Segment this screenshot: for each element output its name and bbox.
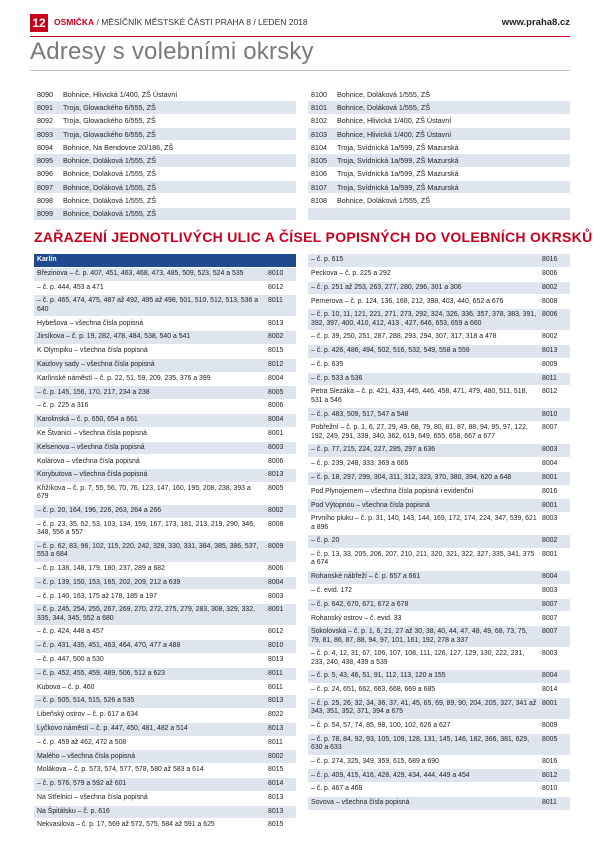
polling-station-row: [34, 207, 296, 220]
street-description: – č. p. 245, 254, 255, 267, 269, 270, 272, 275, 279, 283, 308, 329, 332, 335, 344, 345, 552 a 680: [37, 606, 256, 622]
polling-stations-table-right: [308, 88, 570, 221]
polling-station-address: Bohnice, Doláková 1/555, ZŠ: [334, 101, 570, 114]
district-code: 8007: [542, 600, 558, 608]
street-description: Sokolovská – č. p. 1, 6, 21, 27 až 30, 38, 40, 44, 47, 48, 49, 68, 73, 75, 79, 81, 86, 87, 88, 94, 97, 101, 161, 192, 278 a 337: [311, 628, 528, 644]
street-row: [34, 268, 296, 282]
street-description: – č. p. 139, 150, 153, 165, 202, 209, 212 a 639: [37, 578, 181, 586]
district-number: 8107: [308, 181, 334, 194]
district-code: 8013: [268, 793, 284, 801]
street-row: [34, 709, 296, 723]
street-row: [34, 626, 296, 640]
polling-station-address: Troja, Glowackého 6/555, ZŠ: [60, 114, 296, 127]
street-description: – č. p. 426, 486, 494, 502, 516, 532, 549, 558 a 559: [311, 347, 470, 355]
street-description: Libeňský ostrov – č. p. 617 a 634: [37, 711, 139, 719]
polling-station-address: Bohnice, Na Bendovce 20/186, ZŠ: [60, 141, 296, 154]
district-code: 8014: [268, 780, 284, 788]
district-code: 8007: [542, 424, 558, 432]
street-row: [34, 681, 296, 695]
street-description: Karolinská – č. p. 650, 654 a 661: [37, 416, 138, 424]
street-description: – č. p. 576, 579 a 592 až 601: [37, 780, 127, 788]
street-row: [308, 769, 570, 783]
polling-station-row: [308, 181, 570, 194]
street-row: [308, 422, 570, 444]
street-row: [34, 428, 296, 442]
street-row: [308, 756, 570, 770]
polling-station-address: Bohnice, Doláková 1/555, ZŠ: [334, 194, 570, 207]
district-code: 8011: [268, 683, 283, 691]
street-description: – č. p. 459 až 462, 472 a 508: [37, 738, 127, 746]
street-row: [34, 345, 296, 359]
street-description: – č. p. 39, 250, 251, 287, 288, 293, 294, 307, 317, 318 a 478: [311, 333, 497, 341]
street-description: – č. p. 23, 35, 52, 53, 103, 134, 159, 167, 173, 181, 213, 219, 290, 346, 348, 556 a 557: [37, 520, 255, 537]
street-description: – č. p. 10, 11, 121, 221, 271, 273, 292, 324, 326, 336, 357, 378, 383, 391, 392, 397, 400, 410, 412, 413 , 427, 646, 653, 659 a 660: [311, 311, 537, 327]
page-number: 12: [30, 14, 48, 32]
district-number: [308, 207, 334, 220]
polling-station-row: [308, 101, 570, 114]
section-title: ZAŘAZENÍ JEDNOTLIVÝCH ULIC A ČÍSEL POPISNÝCH DO VOLEBNÍCH OKRSKŮ: [34, 229, 593, 245]
street-description: – č. p. 444, 453 a 471: [37, 283, 104, 291]
header-masthead: [54, 17, 308, 27]
street-description: – č. p. 274, 325, 349, 359, 615, 689 a 690: [311, 757, 439, 765]
district-code: 8013: [268, 697, 284, 705]
district-code: 8002: [542, 283, 558, 291]
polling-station-row: [308, 88, 570, 101]
street-row: [34, 295, 296, 317]
district-code: 8009: [542, 721, 558, 729]
street-row: [308, 684, 570, 698]
district-code: 8010: [542, 410, 558, 418]
district-code: 8010: [542, 785, 558, 793]
polling-station-address: Bohnice, Doláková 1/555, ZŠ: [334, 88, 570, 101]
street-row: [34, 505, 296, 519]
website-url: www.praha8.cz: [501, 17, 570, 28]
street-description: – č. p. 642, 670, 671, 672 a 678: [311, 600, 409, 608]
street-row: [308, 295, 570, 309]
district-code: 8013: [268, 724, 284, 732]
street-description: Kolárova – všechna čísla popisná: [37, 457, 140, 465]
street-description: Březinova – č. p. 407, 451, 463, 468, 473, 485, 509, 523, 524 a 535: [37, 269, 244, 277]
polling-station-row: [34, 181, 296, 194]
district-code: 8012: [542, 388, 558, 396]
header-subtitle: / MĚSÍČNÍK MĚSTSKÉ ČÁSTI PRAHA 8 / LEDEN 2018: [94, 17, 308, 27]
district-code: 8007: [542, 614, 558, 622]
street-row: [308, 720, 570, 734]
district-code: 8011: [268, 738, 283, 746]
district-code: 8005: [268, 388, 284, 396]
polling-station-address: Troja, Svídnická 1a/599, ZŠ Mazurská: [334, 141, 570, 154]
district-code: 8015: [268, 821, 284, 829]
district-code: 8004: [542, 460, 558, 468]
district-code: 8013: [268, 807, 284, 815]
page-header: [0, 14, 600, 32]
street-row: [34, 373, 296, 387]
street-description: – č. p. 78, 84, 92, 93, 105, 109, 128, 131, 145, 146, 182, 366, 381, 629, 630 a 633: [311, 735, 529, 751]
polling-station-address: Bohnice, Doláková 1/555, ZŠ: [60, 154, 296, 167]
street-row: [34, 455, 296, 469]
district-code: 8009: [268, 542, 284, 550]
street-description: – č. evid. 172: [311, 586, 352, 594]
district-code: 8022: [268, 711, 284, 719]
street-description: – č. p. 140, 163, 175 až 178, 185 a 197: [37, 592, 157, 600]
district-code: 8006: [268, 457, 284, 465]
district-number: 8093: [34, 127, 60, 140]
district-number: 8091: [34, 101, 60, 114]
street-description: Karlínské náměstí – č. p. 22, 51, 59, 209, 235, 376 a 399: [37, 374, 211, 382]
district-code: 8011: [542, 374, 557, 382]
district-code: 8011: [542, 799, 557, 807]
polling-station-address: Bohnice, Hlivická 1/400, ZŠ Ústavní: [334, 127, 570, 140]
district-code: 8005: [268, 484, 284, 492]
street-description: Pobřežní – č. p. 1, 6, 27, 29, 49, 68, 79, 80, 81, 87, 88, 94, 95, 97, 122, 192, 249, 291, 339, 340, 362, 619, 649, 655, 658, 667 a 677: [311, 424, 528, 440]
street-description: Na Špitálsku – č. p. 616: [37, 807, 110, 815]
district-header: [34, 254, 296, 268]
street-description: Korybutova – všechna čísla popisná: [37, 471, 148, 479]
polling-station-address: Troja, Glowackého 6/555, ZŠ: [60, 127, 296, 140]
street-description: Kubova – č. p. 460: [37, 683, 95, 691]
district-code: 8005: [542, 735, 558, 743]
district-code: 8002: [268, 333, 284, 341]
street-description: – č. p. 505, 514, 515, 526 a 535: [37, 697, 135, 705]
district-code: 8009: [542, 360, 558, 368]
street-description: – č. p. 20, 164, 196, 226, 263, 264 a 266: [37, 507, 162, 515]
district-code: 8003: [542, 446, 558, 454]
district-code: 8007: [542, 628, 558, 636]
polling-station-address: Troja, Svídnická 1a/599, ZŠ Mazurská: [334, 167, 570, 180]
polling-station-row: [308, 207, 570, 220]
district-code: 8010: [268, 642, 284, 650]
district-code: 8008: [542, 297, 558, 305]
district-code: 8016: [542, 487, 558, 495]
street-row: [308, 549, 570, 571]
street-row: [34, 604, 296, 626]
street-row: [308, 282, 570, 296]
street-description: – č. p. 18, 297, 299, 304, 311, 312, 323, 370, 380, 394, 620 a 648: [311, 473, 512, 481]
district-code: 8001: [268, 429, 284, 437]
district-code: 8013: [268, 471, 284, 479]
street-row: [308, 458, 570, 472]
polling-station-address: Troja, Glowackého 6/555, ZŠ: [60, 101, 296, 114]
street-row: [34, 483, 296, 505]
polling-station-address: Troja, Svídnická 1a/599, ZŠ Mazurská: [334, 181, 570, 194]
polling-station-address: Bohnice, Doláková 1/555, ZŠ: [60, 181, 296, 194]
street-row: [308, 571, 570, 585]
street-row: [34, 282, 296, 296]
street-row: [34, 723, 296, 737]
street-description: – č. p. 24, 651, 662, 663, 668, 669 a 685: [311, 686, 436, 694]
street-row: [34, 359, 296, 373]
polling-station-row: [34, 127, 296, 140]
street-description: – č. p. 20: [311, 537, 340, 545]
district-number: 8104: [308, 141, 334, 154]
street-row: [34, 590, 296, 604]
district-code: 8015: [268, 347, 284, 355]
street-row: [308, 359, 570, 373]
polling-station-address: [334, 207, 570, 220]
district-number: 8092: [34, 114, 60, 127]
street-row: [34, 806, 296, 820]
street-row: [308, 331, 570, 345]
district-code: 8010: [268, 269, 284, 277]
district-code: 8003: [542, 515, 558, 523]
street-row: [308, 783, 570, 797]
district-code: 8012: [268, 628, 284, 636]
polling-station-address: Bohnice, Doláková 1/555, ZŠ: [60, 194, 296, 207]
polling-station-row: [308, 194, 570, 207]
polling-station-row: [34, 167, 296, 180]
district-number: 8094: [34, 141, 60, 154]
street-row: [308, 345, 570, 359]
district-code: 8002: [542, 333, 558, 341]
district-number: 8106: [308, 167, 334, 180]
district-number: 8102: [308, 114, 334, 127]
street-description: – č. p. 145, 156, 170, 217, 234 a 238: [37, 388, 150, 396]
street-description: Křižíkova – č. p. 7, 55, 56, 70, 76, 123, 147, 160, 195, 208, 238, 393 a 679: [37, 484, 251, 501]
district-code: 8006: [268, 564, 284, 572]
street-description: – č. p. 138, 148, 179, 180, 237, 289 a 682: [37, 564, 165, 572]
district-code: 8013: [268, 655, 284, 663]
district-number: 8101: [308, 101, 334, 114]
street-row: [34, 764, 296, 778]
street-description: – č. p. 635: [311, 360, 344, 368]
street-row: [308, 408, 570, 422]
street-row: [308, 670, 570, 684]
street-row: [34, 750, 296, 764]
street-row: [34, 819, 296, 833]
street-row: [34, 386, 296, 400]
street-description: – č. p. 447, 500 a 530: [37, 655, 104, 663]
polling-station-row: [34, 154, 296, 167]
street-description: K Olympiku – všechna čísla popisná: [37, 347, 148, 355]
district-number: 8100: [308, 88, 334, 101]
title-divider: [30, 70, 570, 71]
polling-stations-table-left: [34, 88, 296, 221]
street-description: Pernerova – č. p. 124, 136, 168, 212, 398, 403, 440, 652 a 676: [311, 297, 504, 305]
street-description: Molákova – č. p. 573, 574, 577, 578, 580 až 583 a 614: [37, 766, 204, 774]
street-description: – č. p. 424, 448 a 457: [37, 628, 104, 636]
street-row: [308, 472, 570, 486]
polling-station-row: [34, 101, 296, 114]
district-code: 8001: [268, 606, 284, 614]
district-number: 8105: [308, 154, 334, 167]
district-code: 8001: [542, 550, 558, 558]
district-code: 8001: [542, 501, 558, 509]
district-code: 8004: [268, 416, 284, 424]
street-row: [34, 414, 296, 428]
header-divider: [30, 36, 570, 37]
district-code: 8014: [542, 686, 558, 694]
street-row: [308, 612, 570, 626]
district-code: 8011: [268, 669, 283, 677]
district-number: 8099: [34, 207, 60, 220]
street-description: Petra Slezáka – č. p. 421, 433, 445, 446, 458, 471, 479, 480, 511, 518, 531 a 546: [311, 388, 528, 404]
district-code: 8011: [268, 297, 283, 305]
streets-column-left: [34, 254, 296, 833]
polling-station-row: [34, 194, 296, 207]
street-description: Peckova – č. p. 225 a 292: [311, 269, 391, 277]
polling-station-row: [34, 114, 296, 127]
street-description: Ke Štvanici – všechna čísla popisná: [37, 429, 147, 437]
district-code: 8004: [268, 578, 284, 586]
street-description: – č. p. 452, 455, 459, 489, 506, 512 a 623: [37, 669, 165, 677]
polling-station-address: Bohnice, Doláková 1/555, ZŠ: [60, 207, 296, 220]
district-number: 8108: [308, 194, 334, 207]
street-row: [308, 499, 570, 513]
polling-station-address: Bohnice, Hlivická 1/400, ZŠ Ústavní: [334, 114, 570, 127]
district-code: 8001: [542, 473, 558, 481]
district-code: 8002: [268, 507, 284, 515]
street-description: – č. p. 239, 248, 333, 369 a 665: [311, 460, 409, 468]
street-description: – č. p. 465, 474, 475, 487 až 492, 495 až 498, 501, 510, 512, 513, 536 a 640: [37, 297, 259, 313]
district-code: 8013: [268, 319, 284, 327]
street-row: [34, 737, 296, 751]
street-description: Rohanský ostrov – č. evid. 33: [311, 614, 402, 622]
street-row: [308, 585, 570, 599]
street-description: – č. p. 483, 509, 517, 547 a 548: [311, 410, 409, 418]
street-row: [308, 535, 570, 549]
street-description: Kaizlovy sady – všechna čísla popisná: [37, 360, 155, 368]
district-code: 8006: [542, 269, 558, 277]
district-code: 8003: [542, 586, 558, 594]
street-description: Sovova – všechna čísla popisná: [311, 799, 410, 807]
street-description: – č. p. 225 a 316: [37, 402, 89, 410]
district-code: 8006: [268, 402, 284, 410]
street-description: Nekvasilova – č. p. 17, 569 až 572, 575, 584 až 591 a 625: [37, 821, 215, 829]
street-description: – č. p. 4, 12, 31, 67, 106, 107, 108, 111, 126, 127, 129, 130, 222, 231, 233, 240, 438, 439 a 539: [311, 650, 525, 666]
street-description: Jirsíkova – č. p. 19, 282, 478, 484, 538, 540 a 541: [37, 333, 191, 341]
street-description: – č. p. 5, 43, 46, 51, 91, 112, 113, 120 a 155: [311, 672, 446, 680]
street-row: [34, 792, 296, 806]
street-row: [308, 309, 570, 331]
street-description: – č. p. 251 až 253, 263, 277, 280, 296, 301 a 306: [311, 283, 462, 291]
street-row: [34, 317, 296, 331]
district-code: 8001: [542, 699, 558, 707]
polling-station-row: [308, 127, 570, 140]
district-code: 8003: [268, 592, 284, 600]
street-description: Pod Výtopnou – všechna čísla popisná: [311, 501, 430, 509]
magazine-name: OSMIČKA: [54, 17, 95, 27]
street-row: [34, 469, 296, 483]
street-description: – č. p. 615: [311, 256, 344, 264]
polling-station-row: [308, 141, 570, 154]
street-description: Rohanské nábřeží – č. p. 657 a 661: [311, 573, 421, 581]
district-code: 8002: [268, 752, 284, 760]
street-row: [34, 331, 296, 345]
polling-station-row: [308, 114, 570, 127]
district-code: 8004: [542, 573, 558, 581]
district-code: 8003: [542, 650, 558, 658]
district-number: 8098: [34, 194, 60, 207]
polling-station-row: [308, 154, 570, 167]
district-number: 8095: [34, 154, 60, 167]
district-code: 8013: [542, 347, 558, 355]
district-code: 8016: [542, 757, 558, 765]
polling-station-row: [34, 141, 296, 154]
district-code: 8004: [268, 374, 284, 382]
street-row: [34, 695, 296, 709]
district-name: Karlín: [37, 256, 57, 264]
street-description: – č. p. 54, 57, 74, 85, 98, 100, 102, 626 a 627: [311, 721, 451, 729]
district-code: 8006: [542, 311, 558, 319]
street-row: [34, 640, 296, 654]
district-code: 8002: [542, 537, 558, 545]
street-description: – č. p. 533 a 536: [311, 374, 363, 382]
district-number: 8096: [34, 167, 60, 180]
street-description: Malého – všechna čísla popisná: [37, 752, 136, 760]
street-row: [308, 254, 570, 268]
district-number: 8097: [34, 181, 60, 194]
street-description: – č. p. 409, 415, 416, 428, 429, 434, 444, 449 a 454: [311, 771, 470, 779]
street-row: [34, 541, 296, 563]
street-row: [34, 577, 296, 591]
street-row: [308, 698, 570, 720]
street-row: [34, 668, 296, 682]
district-code: 8004: [542, 672, 558, 680]
polling-station-address: Troja, Svídnická 1a/599, ZŠ Mazurská: [334, 154, 570, 167]
street-description: Prvního pluku – č. p. 31, 140, 143, 144, 169, 172, 174, 224, 347, 539, 621 a 896: [311, 515, 537, 531]
street-description: – č. p. 13, 33, 205, 206, 207, 210, 211, 320, 321, 322, 327, 335, 341, 375 a 674: [311, 550, 535, 567]
street-row: [308, 626, 570, 648]
district-code: 8012: [268, 283, 284, 291]
polling-station-row: [308, 167, 570, 180]
street-description: Na Střelnici – všechna čísla popisná: [37, 793, 148, 801]
street-description: – č. p. 77, 215, 224, 227, 285, 297 a 636: [311, 446, 436, 454]
district-code: 8008: [268, 520, 284, 528]
district-number: 8103: [308, 127, 334, 140]
street-row: [308, 599, 570, 613]
street-row: [308, 734, 570, 756]
district-code: 8012: [542, 771, 558, 779]
polling-station-row: [34, 88, 296, 101]
street-description: Pod Plynojemem – všechna čísla popisná i evidenční: [311, 487, 474, 495]
street-description: Lyčkovo náměstí – č. p. 447, 450, 481, 482 a 514: [37, 724, 188, 732]
street-row: [34, 442, 296, 456]
street-row: [34, 778, 296, 792]
street-description: – č. p. 62, 83, 96, 102, 115, 220, 242, 328, 330, 331, 384, 385, 386, 537, 553 a 684: [37, 542, 259, 559]
streets-column-right: [308, 254, 570, 811]
street-description: – č. p. 431, 435, 451, 463, 464, 470, 477 a 488: [37, 642, 181, 650]
district-code: 8015: [268, 766, 284, 774]
district-number: 8090: [34, 88, 60, 101]
polling-station-address: Bohnice, Hlivická 1/400, ZŠ Ústavní: [60, 88, 296, 101]
street-row: [34, 563, 296, 577]
polling-station-address: Bohnice, Doláková 1/555, ZŠ: [60, 167, 296, 180]
street-row: [308, 486, 570, 500]
street-row: [308, 648, 570, 670]
street-row: [308, 797, 570, 811]
street-description: – č. p. 25, 26, 32, 34, 36, 37, 41, 45, 65, 69, 89, 90, 204, 205, 327, 341 až 343, 351, 352, 371, 394 a 675: [311, 699, 537, 716]
street-description: Hybešova – všechna čísla popisná: [37, 319, 144, 327]
street-row: [308, 373, 570, 387]
page-title: Adresy s volebními okrsky: [30, 38, 314, 65]
district-code: 8003: [268, 443, 284, 451]
district-code: 8016: [542, 256, 558, 264]
street-row: [34, 400, 296, 414]
street-description: – č. p. 467 a 468: [311, 785, 363, 793]
district-code: 8012: [268, 360, 284, 368]
street-row: [34, 519, 296, 541]
street-row: [308, 513, 570, 535]
street-row: [308, 268, 570, 282]
street-description: Kelsenova – všechna čísla popisná: [37, 443, 145, 451]
street-row: [34, 654, 296, 668]
street-row: [308, 444, 570, 458]
street-row: [308, 386, 570, 408]
